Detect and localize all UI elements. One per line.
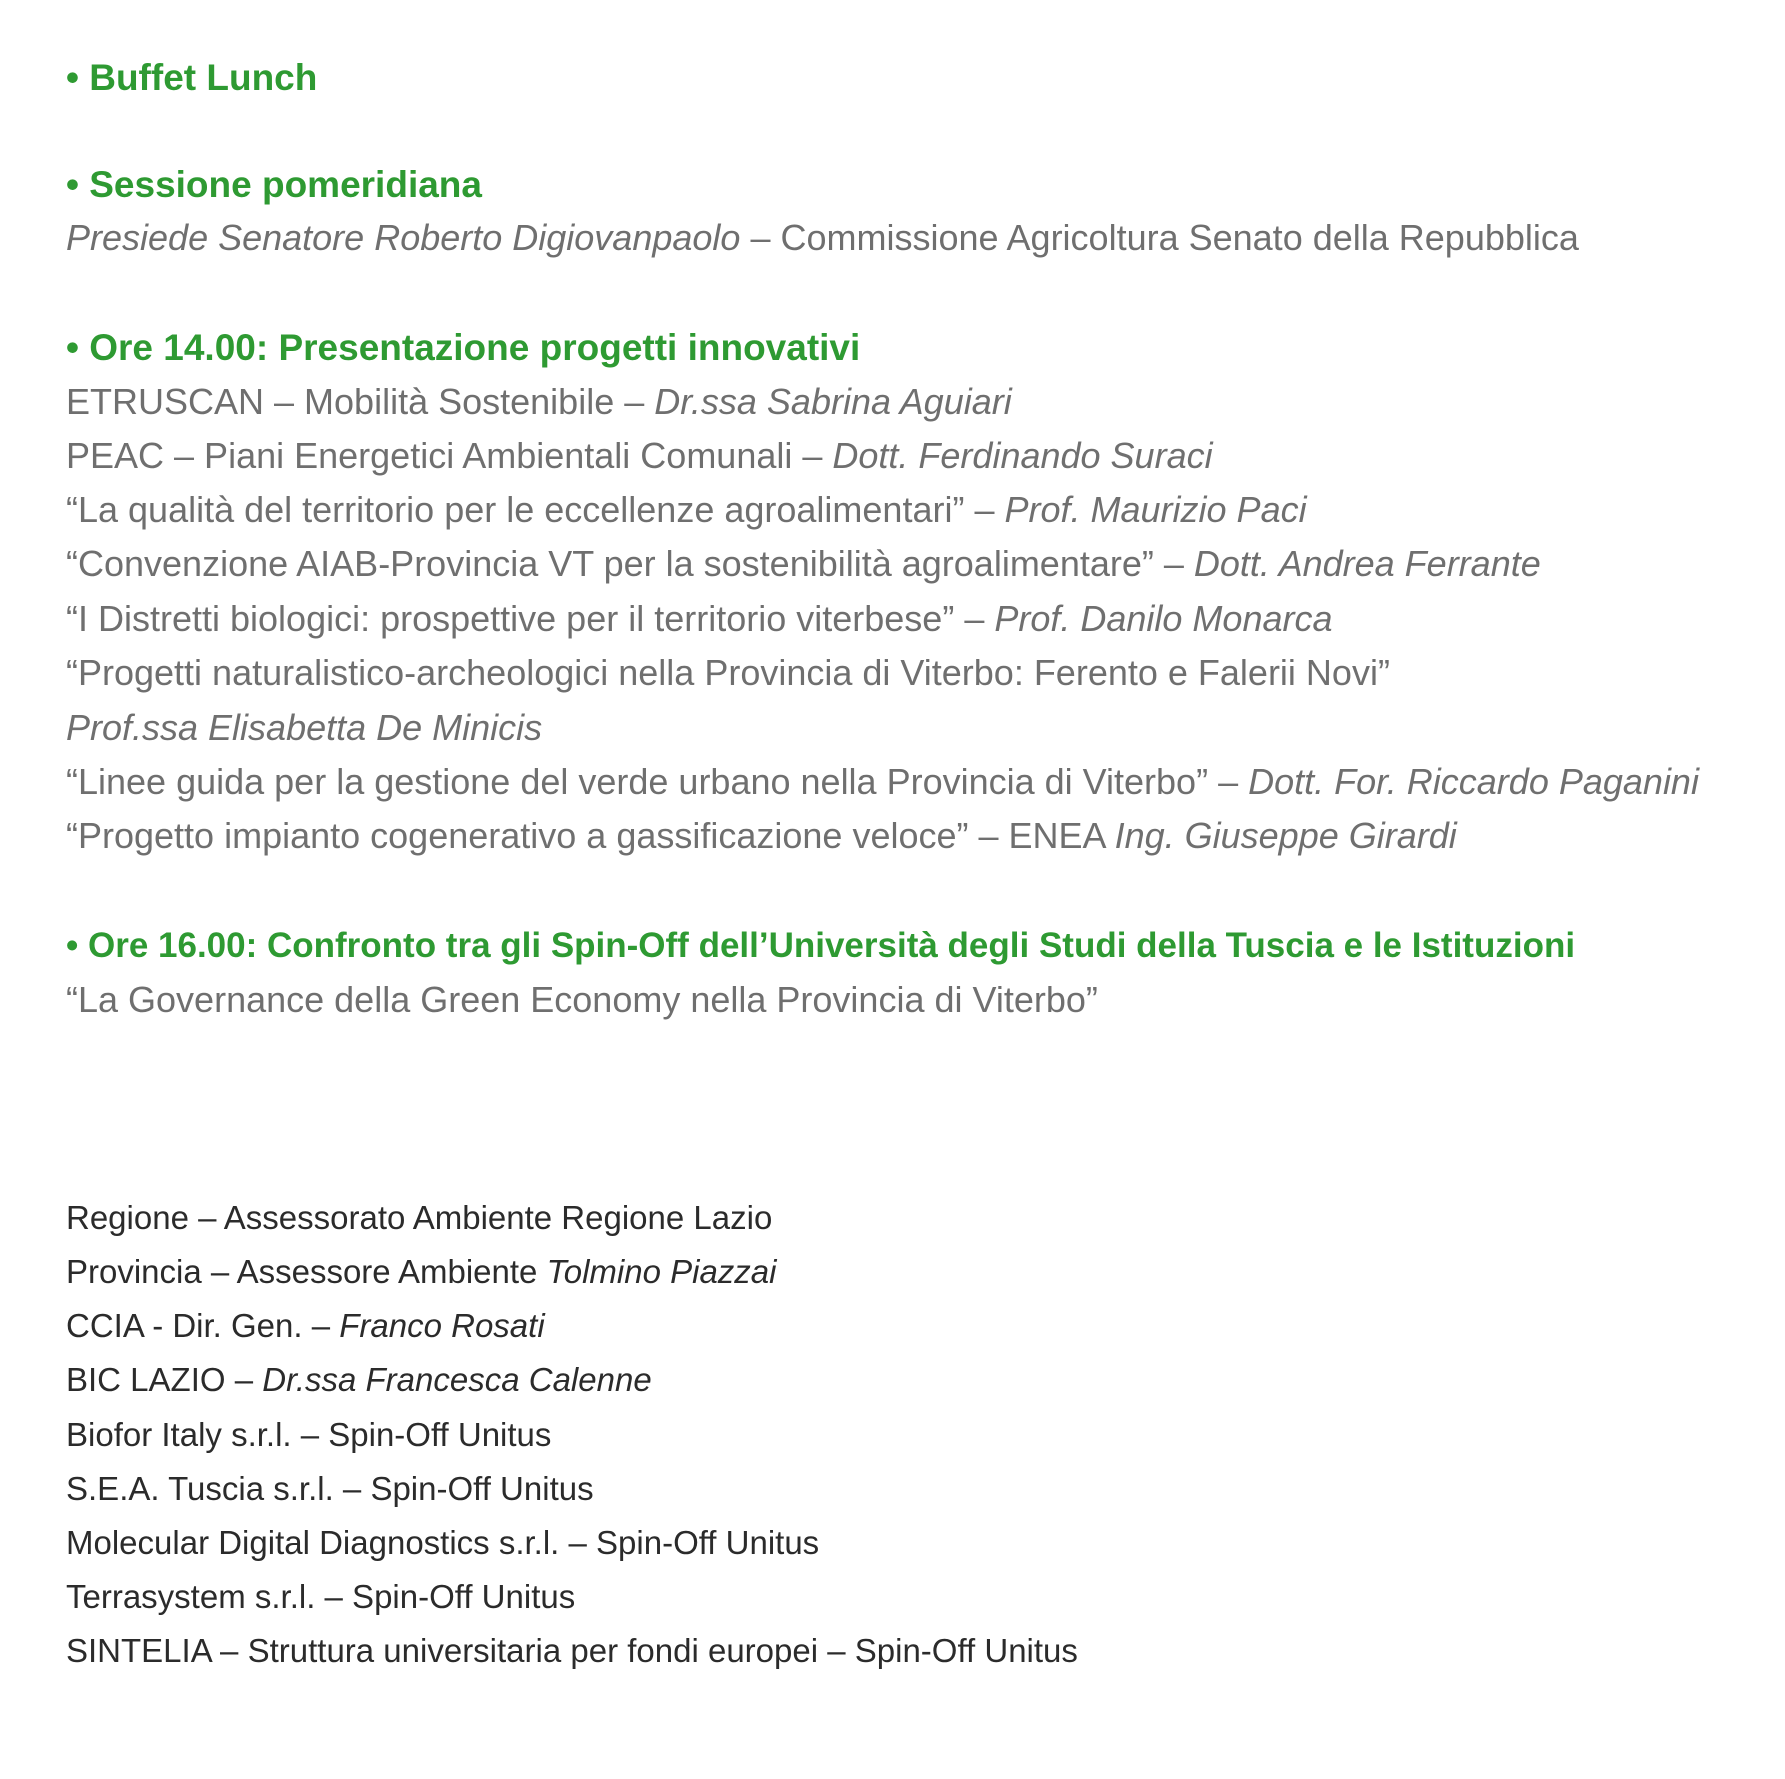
project-item [66, 380, 1012, 424]
participant-org: S.E.A. Tuscia s.r.l. – Spin-Off Unitus [66, 1470, 594, 1507]
participant-org: SINTELIA – Struttura universitaria per fondi europei – Spin-Off Unitus [66, 1632, 1078, 1669]
participant-item [66, 1358, 652, 1402]
project-speaker: Dott. Andrea Ferrante [1193, 543, 1541, 584]
participant-item [66, 1250, 776, 1294]
buffet-heading: • Buffet Lunch [66, 57, 318, 98]
project-speaker: Prof.ssa Elisabetta De Minicis [66, 707, 543, 748]
project-item [66, 760, 1699, 804]
project-title: “Convenzione AIAB-Provincia VT per la sostenibilità agroalimentare” – [66, 543, 1194, 584]
participant-item [66, 1467, 594, 1511]
projects-heading: • Ore 14.00: Presentazione progetti innovativi [66, 327, 861, 368]
project-speaker: Dott. Ferdinando Suraci [832, 435, 1213, 476]
project-title: “La qualità del territorio per le eccellenze agroalimentari” – [66, 489, 1005, 530]
participant-org: Terrasystem s.r.l. – Spin-Off Unitus [66, 1578, 576, 1615]
project-item [66, 542, 1541, 586]
roundtable-heading: • Ore 16.00: Confronto tra gli Spin-Off dell’Università degli Studi della Tuscia e le Istituzioni [66, 926, 1576, 965]
afternoon-session-heading: • Sessione pomeridiana [66, 164, 482, 205]
participant-org: BIC LAZIO – [66, 1361, 263, 1398]
participant-item [66, 1196, 772, 1240]
session-chair [66, 216, 1579, 260]
participant-name: Franco Rosati [339, 1307, 545, 1344]
chair-role: – Commissione Agricoltura Senato della Repubblica [740, 217, 1579, 258]
participant-item [66, 1629, 1078, 1673]
participant-name: Tolmino Piazzai [546, 1253, 777, 1290]
roundtable-subtitle: “La Governance della Green Economy nella Provincia di Viterbo” [66, 979, 1098, 1020]
participant-item [66, 1413, 551, 1457]
project-speaker: Ing. Giuseppe Girardi [1114, 815, 1457, 856]
project-title: PEAC – Piani Energetici Ambientali Comunali – [66, 435, 833, 476]
participant-org: CCIA - Dir. Gen. – [66, 1307, 340, 1344]
project-title: “Linee guida per la gestione del verde urbano nella Provincia di Viterbo” – [66, 761, 1249, 802]
project-item [66, 488, 1307, 532]
participant-item [66, 1304, 545, 1348]
project-speaker: Dott. For. Riccardo Paganini [1248, 761, 1699, 802]
participant-name: Dr.ssa Francesca Calenne [262, 1361, 652, 1398]
project-speaker: Dr.ssa Sabrina Aguiari [654, 381, 1012, 422]
participant-item [66, 1521, 819, 1565]
chair-name: Presiede Senatore Roberto Digiovanpaolo [66, 217, 741, 258]
project-title: ETRUSCAN – Mobilità Sostenibile – [66, 381, 655, 422]
project-item [66, 706, 542, 750]
participant-org: Biofor Italy s.r.l. – Spin-Off Unitus [66, 1416, 552, 1453]
project-title: “Progetto impianto cogenerativo a gassificazione veloce” – ENEA [66, 815, 1115, 856]
project-item [66, 434, 1213, 478]
participant-org: Regione – Assessorato Ambiente Regione Lazio [66, 1199, 773, 1236]
project-speaker: Prof. Maurizio Paci [1004, 489, 1307, 530]
project-title: “I Distretti biologici: prospettive per il territorio viterbese” – [66, 598, 995, 639]
project-item [66, 597, 1333, 641]
participant-org: Provincia – Assessore Ambiente [66, 1253, 547, 1290]
project-item [66, 651, 1390, 695]
participant-org: Molecular Digital Diagnostics s.r.l. – Spin-Off Unitus [66, 1524, 820, 1561]
participant-item [66, 1575, 575, 1619]
project-item [66, 814, 1457, 858]
project-speaker: Prof. Danilo Monarca [994, 598, 1333, 639]
project-title: “Progetti naturalistico-archeologici nella Provincia di Viterbo: Ferento e Falerii Novi” [66, 652, 1390, 693]
